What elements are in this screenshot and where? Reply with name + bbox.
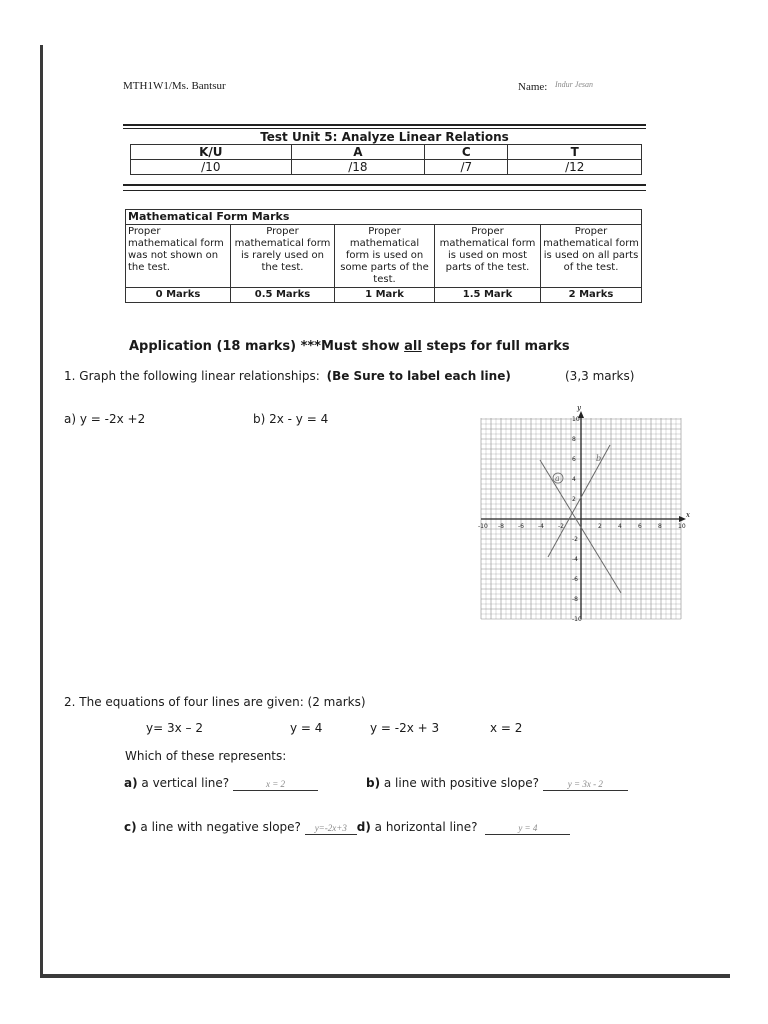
- x-axis-label: x: [686, 511, 690, 519]
- q2-a-answer: x = 2: [265, 779, 286, 789]
- col-c: C: [425, 145, 508, 160]
- form-score-2: 1 Mark: [335, 288, 435, 303]
- q1-part-b: b) 2x - y = 4: [253, 412, 329, 426]
- y-tick-label: -2: [572, 536, 578, 543]
- q2-d-text: a horizontal line?: [370, 820, 478, 834]
- line-b-label: b: [596, 454, 602, 463]
- q2-intro: 2. The equations of four lines are given: (2 marks): [64, 695, 366, 709]
- q2-eq-2: y = 4: [290, 721, 323, 735]
- q1-prompt: Graph the following linear relationships:: [79, 369, 320, 383]
- x-tick-label: -4: [538, 523, 544, 530]
- form-desc-row: [126, 225, 642, 288]
- form-score-3: 1.5 Mark: [435, 288, 541, 303]
- coordinate-grid: [478, 400, 690, 622]
- x-tick-label: -2: [558, 523, 564, 530]
- form-desc-2: Proper mathematical form is used on some parts of the test.: [335, 225, 435, 288]
- page-bottom-border: [40, 974, 730, 978]
- line-a-label: a: [555, 474, 560, 483]
- form-desc-3: Proper mathematical form is used on most parts of the test.: [435, 225, 541, 288]
- col-ku: K/U: [131, 145, 292, 160]
- y-tick-label: -4: [572, 556, 578, 563]
- page-left-border: [40, 45, 43, 977]
- q1-marks: (3,3 marks): [565, 369, 635, 383]
- total-a: /18: [291, 160, 425, 175]
- q2-a-letter: a): [124, 776, 138, 790]
- form-score-0: 0 Marks: [126, 288, 231, 303]
- q2-c-answer: y=-2x+3: [314, 823, 347, 833]
- q2-b-answer: y = 3x - 2: [567, 779, 603, 789]
- q2-part-b: [366, 776, 628, 791]
- q1-number: 1.: [64, 369, 76, 383]
- x-tick-label: 2: [598, 523, 602, 530]
- x-tick-label: -8: [498, 523, 504, 530]
- q2-c-letter: c): [124, 820, 137, 834]
- marks-total-row: [131, 160, 642, 175]
- q2-d-letter: d): [356, 820, 371, 834]
- y-tick-label: -8: [572, 596, 578, 603]
- x-tick-label: 4: [618, 523, 622, 530]
- rule-top: [123, 124, 646, 126]
- y-tick-label: 10: [572, 416, 580, 423]
- student-name: Indur Jesan: [555, 80, 593, 89]
- form-marks-title: Mathematical Form Marks: [126, 210, 642, 225]
- q2-c-text: a line with negative slope?: [136, 820, 301, 834]
- application-heading: [129, 339, 570, 354]
- rule-bottom: [123, 184, 646, 186]
- application-heading-underlined: all: [404, 339, 422, 354]
- form-score-row: [126, 288, 642, 303]
- total-c: /7: [425, 160, 508, 175]
- y-tick-label: 4: [572, 476, 576, 483]
- y-tick-label: -6: [572, 576, 578, 583]
- y-axis-label: y: [577, 404, 581, 412]
- q1-part-a: a) y = -2x +2: [64, 412, 146, 426]
- name-label: Name:: [518, 81, 548, 93]
- y-tick-label: 2: [572, 496, 576, 503]
- q2-a-text: a vertical line?: [137, 776, 230, 790]
- x-axis-arrow: [679, 516, 686, 522]
- course-label: MTH1W1/Ms. Bantsur: [123, 80, 226, 92]
- total-ku: /10: [131, 160, 292, 175]
- q2-part-c: [124, 820, 570, 835]
- form-title-row: [126, 210, 642, 225]
- form-score-1: 0.5 Marks: [231, 288, 335, 303]
- q2-d-answer: y = 4: [518, 823, 538, 833]
- rule-bottom-thin: [123, 190, 646, 191]
- col-t: T: [508, 145, 642, 160]
- form-marks-table: [125, 209, 642, 303]
- rule-top-thin: [123, 128, 646, 129]
- test-title: Test Unit 5: Analyze Linear Relations: [260, 130, 509, 144]
- q2-b-letter: b): [366, 776, 381, 790]
- question-1: [64, 369, 511, 383]
- x-tick-label: -6: [518, 523, 524, 530]
- q1-emphasis: (Be Sure to label each line): [326, 369, 511, 383]
- q2-b-answer-field[interactable]: [543, 776, 628, 791]
- form-desc-0: Proper mathematical form was not shown on the test.: [126, 225, 231, 288]
- q2-eq-3: y = -2x + 3: [370, 721, 440, 735]
- col-a: A: [291, 145, 425, 160]
- q2-eq-4: x = 2: [490, 721, 523, 735]
- q2-b-text: a line with positive slope?: [380, 776, 539, 790]
- total-t: /12: [508, 160, 642, 175]
- q2-part-a: [124, 776, 318, 791]
- y-tick-label: 6: [572, 456, 576, 463]
- x-tick-label: 10: [678, 523, 686, 530]
- x-tick-label: -10: [478, 523, 488, 530]
- q2-eq-1: y= 3x – 2: [146, 721, 203, 735]
- y-tick-label: -10: [572, 616, 582, 622]
- form-desc-1: Proper mathematical form is rarely used on the test.: [231, 225, 335, 288]
- q2-a-answer-field[interactable]: [233, 776, 318, 791]
- q2-which: Which of these represents:: [125, 749, 287, 763]
- application-heading-start: Application (18 marks) ***Must show: [129, 339, 405, 354]
- y-tick-label: 8: [572, 436, 576, 443]
- marks-header-row: [131, 145, 642, 160]
- test-marks-table: [130, 144, 642, 175]
- application-heading-end: steps for full marks: [421, 339, 570, 354]
- q2-d-answer-field[interactable]: [485, 820, 570, 835]
- x-tick-label: 6: [638, 523, 642, 530]
- form-desc-4: Proper mathematical form is used on all parts of the test.: [541, 225, 642, 288]
- x-tick-label: 8: [658, 523, 662, 530]
- form-score-4: 2 Marks: [541, 288, 642, 303]
- q2-c-answer-field[interactable]: [305, 820, 357, 835]
